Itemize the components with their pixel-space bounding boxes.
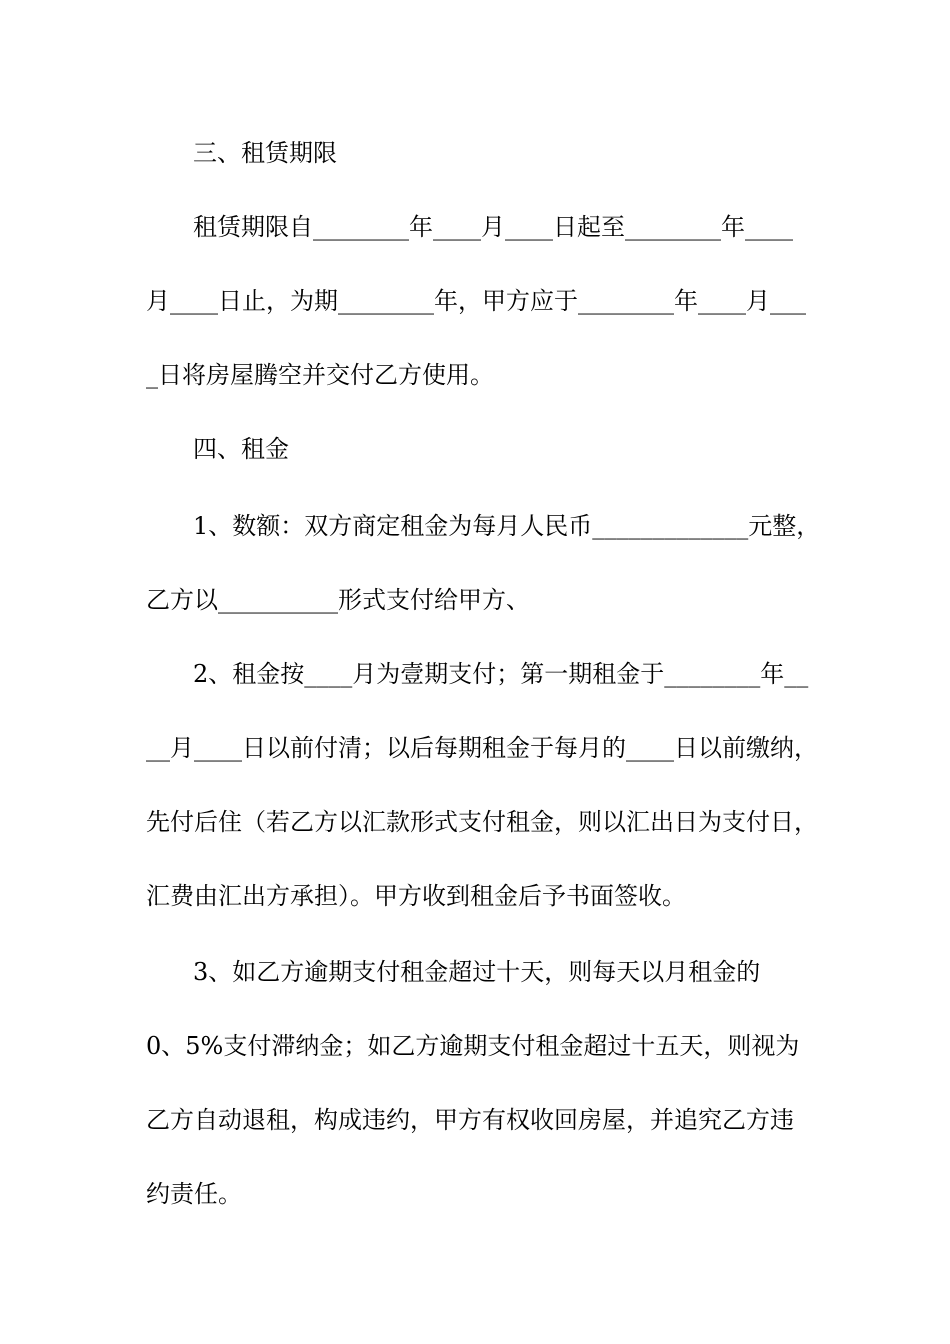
section-heading-rent: 四、租金 [193,435,289,463]
paragraph-line: 先付后住（若乙方以汇款形式支付租金，则以汇出日为支付日， [146,808,818,836]
paragraph-line: 乙方以__________形式支付给甲方、 [146,586,530,614]
paragraph-line: _日将房屋腾空并交付乙方使用。 [146,361,494,389]
paragraph-line: 汇费由汇出方承担）。甲方收到租金后予书面签收。 [146,882,686,910]
paragraph-line: 月____日止，为期________年，甲方应于________年____月___ [146,287,806,315]
paragraph-line: 乙方自动退租，构成违约，甲方有权收回房屋，并追究乙方违 [146,1106,794,1134]
section-heading-lease-term: 三、租赁期限 [193,139,337,167]
paragraph-line: __月____日以前付清；以后每期租金于每月的____日以前缴纳， [146,734,818,762]
paragraph-line: 2、租金按____月为壹期支付；第一期租金于________年__ [193,660,809,688]
paragraph-line: 0、5%支付滞纳金；如乙方逾期支付租金超过十五天，则视为 [146,1032,800,1060]
paragraph-line: 租赁期限自________年____月____日起至________年____ [193,213,793,241]
paragraph-line: 约责任。 [146,1180,242,1208]
paragraph-line: 1、数额：双方商定租金为每月人民币_____________元整， [193,512,821,540]
paragraph-line: 3、如乙方逾期支付租金超过十天，则每天以月租金的 [193,958,761,986]
